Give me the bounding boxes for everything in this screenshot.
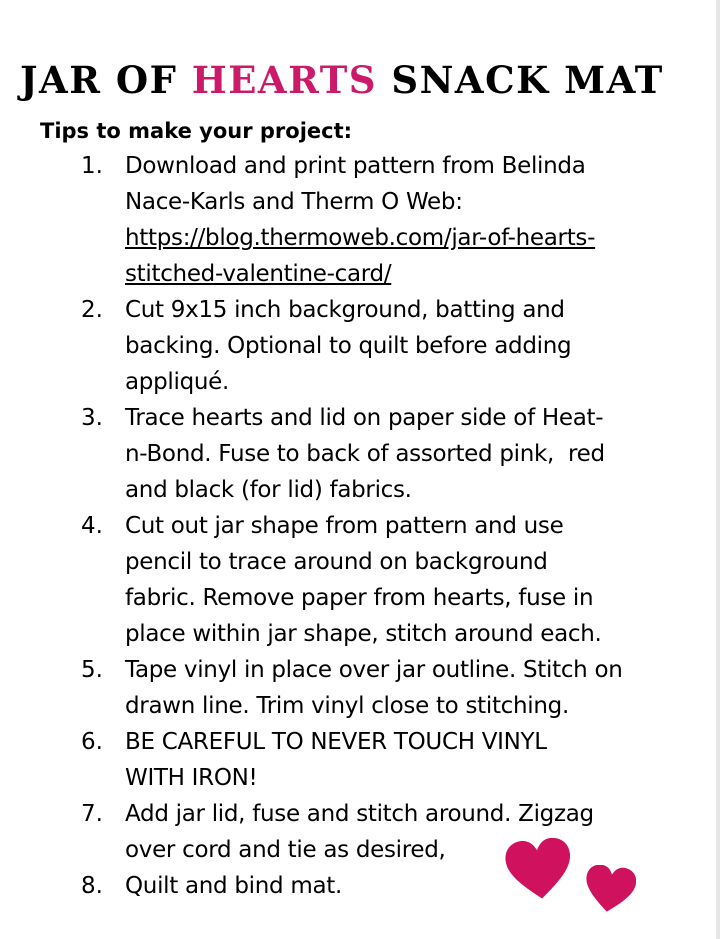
step-line: Tape vinyl in place over jar outline. Stitch on [125,657,623,683]
step-number: 1. [81,153,103,179]
step-line: Add jar lid, fuse and stitch around. Zigzag [125,801,594,827]
step-item [0,724,660,796]
step-line: fabric. Remove paper from hearts, fuse in [125,585,594,611]
step-line: drawn line. Trim vinyl close to stitching. [125,693,569,719]
step-line: WITH IRON! [125,765,258,791]
step-item [0,292,660,400]
step-line: Quilt and bind mat. [125,873,342,899]
pattern-link[interactable]: stitched-valentine-card/ [125,261,392,287]
step-number: 4. [81,513,103,539]
step-line: pencil to trace around on background [125,549,548,575]
step-text [125,724,645,796]
step-line: backing. Optional to quilt before adding [125,333,572,359]
heart-icon [584,865,636,913]
step-number: 7. [81,801,103,827]
step-line: appliqué. [125,369,230,395]
step-line: Download and print pattern from Belinda [125,153,586,179]
step-text [125,508,645,652]
title-word-mat: MAT [564,58,664,102]
step-text [125,292,645,400]
step-number: 2. [81,297,103,323]
step-line: and black (for lid) fabrics. [125,477,412,503]
title-word-hearts: HEARTS [191,58,377,102]
step-line: over cord and tie as desired, [125,837,446,863]
steps-list [0,148,660,904]
tips-heading: Tips to make your project: [40,119,353,143]
step-number: 5. [81,657,103,683]
step-number: 3. [81,405,103,431]
step-line: Trace hearts and lid on paper side of Heat- [125,405,604,431]
step-text [125,400,645,508]
step-line: Nace-Karls and Therm O Web: [125,189,463,215]
step-line: BE CAREFUL TO NEVER TOUCH VINYL [125,729,547,755]
title-word-jar: JAR [20,58,102,102]
step-line: Cut 9x15 inch background, batting and [125,297,565,323]
step-item [0,400,660,508]
pattern-link[interactable]: https://blog.thermoweb.com/jar-of-hearts- [125,225,596,251]
step-text [125,652,645,724]
step-line: Cut out jar shape from pattern and use [125,513,564,539]
title-word-snack: SNACK [391,58,550,102]
step-line: n-Bond. Fuse to back of assorted pink, red [125,441,605,467]
step-item [0,508,660,652]
page-title [20,56,700,104]
step-item [0,148,660,292]
step-item [0,652,660,724]
step-number: 6. [81,729,103,755]
page-edge [716,0,720,939]
title-word-of: OF [115,58,178,102]
step-text [125,148,645,292]
step-line: place within jar shape, stitch around each. [125,621,602,647]
heart-icon [505,838,573,900]
step-number: 8. [81,873,103,899]
